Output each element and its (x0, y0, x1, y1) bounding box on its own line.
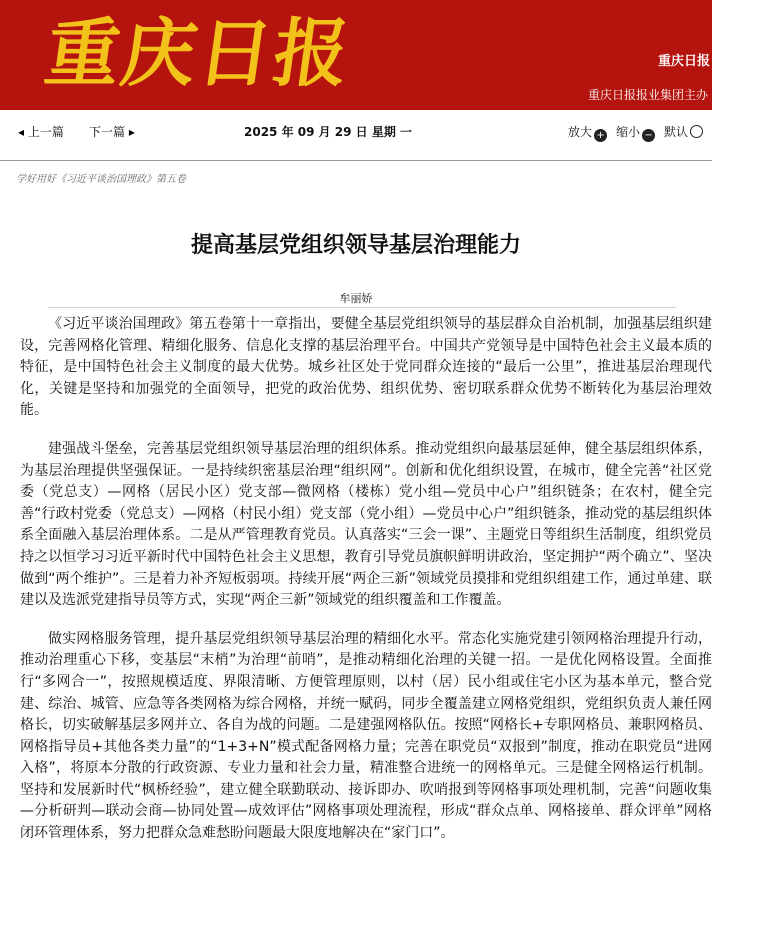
article-title: 提高基层党组织领导基层治理能力 (190, 233, 521, 258)
author-divider (48, 307, 676, 308)
default-size-label: 默认 (664, 125, 689, 139)
minus-icon: − (642, 129, 655, 142)
masthead (0, 0, 712, 110)
zoom-out-button[interactable] (616, 123, 655, 142)
zoom-in-button[interactable] (568, 123, 607, 142)
default-size-button[interactable] (664, 123, 703, 140)
article-body (20, 314, 712, 862)
issue-date: 2025 年 09 月 29 日 星期 一 (244, 125, 413, 139)
next-article-link[interactable]: 下一篇 ▸ (89, 125, 135, 139)
prev-article-link[interactable]: ◂ 上一篇 (18, 125, 64, 139)
paragraph: 《习近平谈治国理政》第五卷第十一章指出，要健全基层党组织领导的基层群众自治机制，加强基层组织建设，完善网格化管理、精细化服务、信息化支撑的基层治理平台。中国共产党领导是中国特色社会主义最本质的特征，是中国特色社会主义制度的最大优势。城乡社区处于党同群众连接的“最后一公里”，推进基层治理现代化，关键是坚持和加强党的全面领导，把党的政治优势、组织优势、密切联系群众优势不断转化为基层治理效能。 (20, 316, 712, 419)
paragraph: 做实网格服务管理，提升基层党组织领导基层治理的精细化水平。常态化实施党建引领网格治理提升行动，推动治理重心下移，变基层“末梢”为治理“前哨”，是推动精细化治理的关键一招。一是优化网格设置。全面推行“多网合一”，按照规模适度、界限清晰、方便管理原则，以村（居）民小组或住宅小区为基本单元，整合党建、综治、城管、应急等各类网格为综合网格，并统一赋码，同步全覆盖建立网格党组织，党组织负责人兼任网格长，切实破解基层多网并立、各自为战的问题。二是建强网格队伍。按照“网格长+专职网格员、兼职网格员、网格指导员+其他各类力量”的“1+3+N”模式配备网格力量；完善在职党员“双报到”制度，推动在职党员“进网入格”，将原本分散的行政资源、专业力量和社会力量，精准整合进统一的网格单元。三是健全网格运行机制。坚持和发展新时代“枫桥经验”，建立健全联勤联动、接诉即办、吹哨报到等网格事项处理机制，完善“问题收集—分析研判—联动会商—协同处置—成效评估”网格事项处理流程，形成“群众点单、网格接单、群众评单”网格闭环管理体系，努力把群众急难愁盼问题最大限度地解决在“家门口”。 (20, 630, 712, 842)
zoom-in-label: 放大 (568, 125, 593, 139)
column-heading: 学好用好《习近平谈治国理政》第五卷 (16, 174, 186, 185)
circle-icon (690, 125, 703, 138)
header-divider (0, 160, 712, 161)
article-navbar (0, 110, 712, 152)
article-author: 牟丽娇 (339, 292, 373, 305)
paragraph: 建强战斗堡垒，完善基层党组织领导基层治理的组织体系。推动党组织向最基层延伸，健全基层组织体系，为基层治理提供坚强保证。一是持续织密基层治理“组织网”。创新和优化组织设置，在城市，健全完善“社区党委（党总支）—网格（居民小区）党支部—微网格（楼栋）党小组—党员中心户”组织链条；在农村，健全完善“行政村党委（党总支）—网格（村民小组）党支部（党小组）—党员中心户”组织链条，推动党的基层组织体系全面融入基层治理体系。二是从严管理教育党员。认真落实“三会一课”、主题党日等组织生活制度，组织党员持之以恒学习习近平新时代中国特色社会主义思想，教育引导党员旗帜鲜明讲政治，坚定拥护“两个确立”、坚决做到“两个维护”。三是着力补齐短板弱项。持续开展“两企三新”领域党员摸排和党组织组建工作，通过单建、联建以及选派党建指导员等方式，实现“两企三新”领域党的组织覆盖和工作覆盖。 (20, 440, 712, 609)
plus-icon: + (594, 129, 607, 142)
zoom-out-label: 缩小 (616, 125, 641, 139)
masthead-logo: 重庆日报 (39, 11, 357, 97)
publisher-line: 重庆日报报业集团主办 (587, 88, 708, 102)
paper-name: 重庆日报 (657, 54, 710, 69)
